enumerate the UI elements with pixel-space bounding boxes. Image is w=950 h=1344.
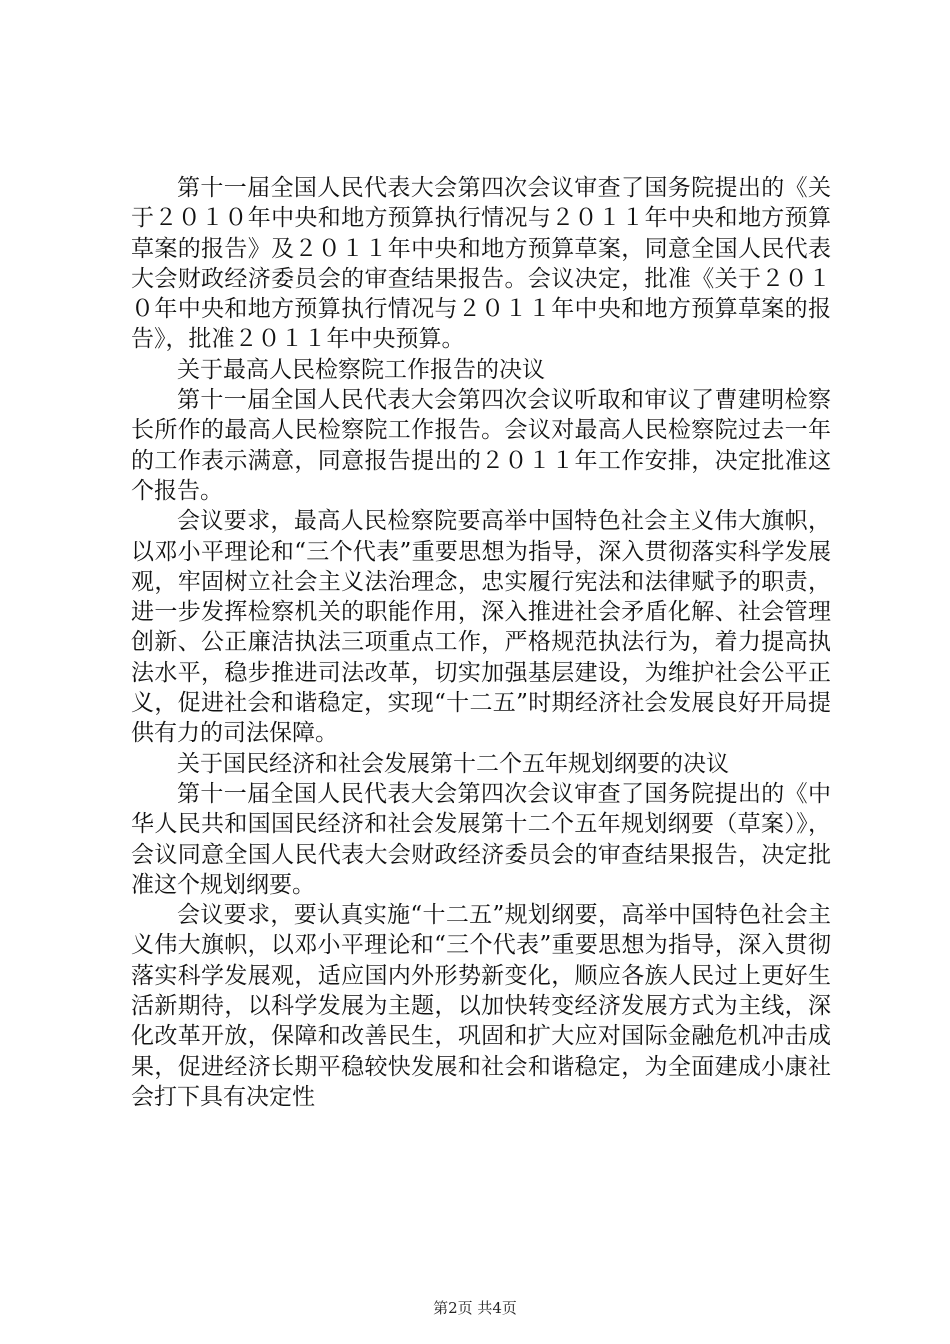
- page-number-label: 第2页 共4页: [433, 1299, 517, 1317]
- heading-five-year-plan-resolution: 关于国民经济和社会发展第十二个五年规划纲要的决议: [177, 750, 729, 777]
- paragraph-five-year-plan-review: 第十一届全国人民代表大会第四次会议审查了国务院提出的《中华人民共和国国民经济和社会发展第十二个五年规划纲要（草案）》，会议同意全国人民代表大会财政经济委员会的审查结果报告，决定批准这个规划纲要。: [131, 780, 831, 898]
- paragraph-procuratorate-requirements: 会议要求，最高人民检察院要高举中国特色社会主义伟大旗帜，以邓小平理论和“三个代表”重要思想为指导，深入贯彻落实科学发展观，牢固树立社会主义法治理念，忠实履行宪法和法律赋予的职责，进一步发挥检察机关的职能作用，深入推进社会矛盾化解、社会管理创新、公正廉洁执法三项重点工作，严格规范执法行为，着力提高执法水平，稳步推进司法改革，切实加强基层建设，为维护社会公平正义，促进社会和谐稳定，实现“十二五”时期经济社会发展良好开局提供有力的司法保障。: [131, 508, 831, 747]
- paragraph-budget-resolution: 第十一届全国人民代表大会第四次会议审查了国务院提出的《关于２０１０年中央和地方预算执行情况与２０１１年中央和地方预算草案的报告》及２０１１年中央和地方预算草案，同意全国人民代表大会财政经济委员会的审查结果报告。会议决定，批准《关于２０１０年中央和地方预算执行情况与２０１１年中央和地方预算草案的报告》，批准２０１１年中央预算。: [131, 175, 831, 353]
- paragraph-procuratorate-review: 第十一届全国人民代表大会第四次会议听取和审议了曹建明检察长所作的最高人民检察院工作报告。会议对最高人民检察院过去一年的工作表示满意，同意报告提出的２０１１年工作安排，决定批准这个报告。: [131, 387, 831, 504]
- paragraph-five-year-plan-requirements: 会议要求，要认真实施“十二五”规划纲要，高举中国特色社会主义伟大旗帜，以邓小平理论和“三个代表”重要思想为指导，深入贯彻落实科学发展观，适应国内外形势新变化，顺应各族人民过上更好生活新期待，以科学发展为主题，以加快转变经济发展方式为主线，深化改革开放，保障和改善民生，巩固和扩大应对国际金融危机冲击成果，促进经济长期平稳较快发展和社会和谐稳定，为全面建成小康社会打下具有决定性: [131, 902, 831, 1110]
- page-footer: [0, 1298, 950, 1318]
- document-body: [131, 173, 831, 1112]
- heading-procuratorate-resolution: 关于最高人民检察院工作报告的决议: [177, 356, 545, 383]
